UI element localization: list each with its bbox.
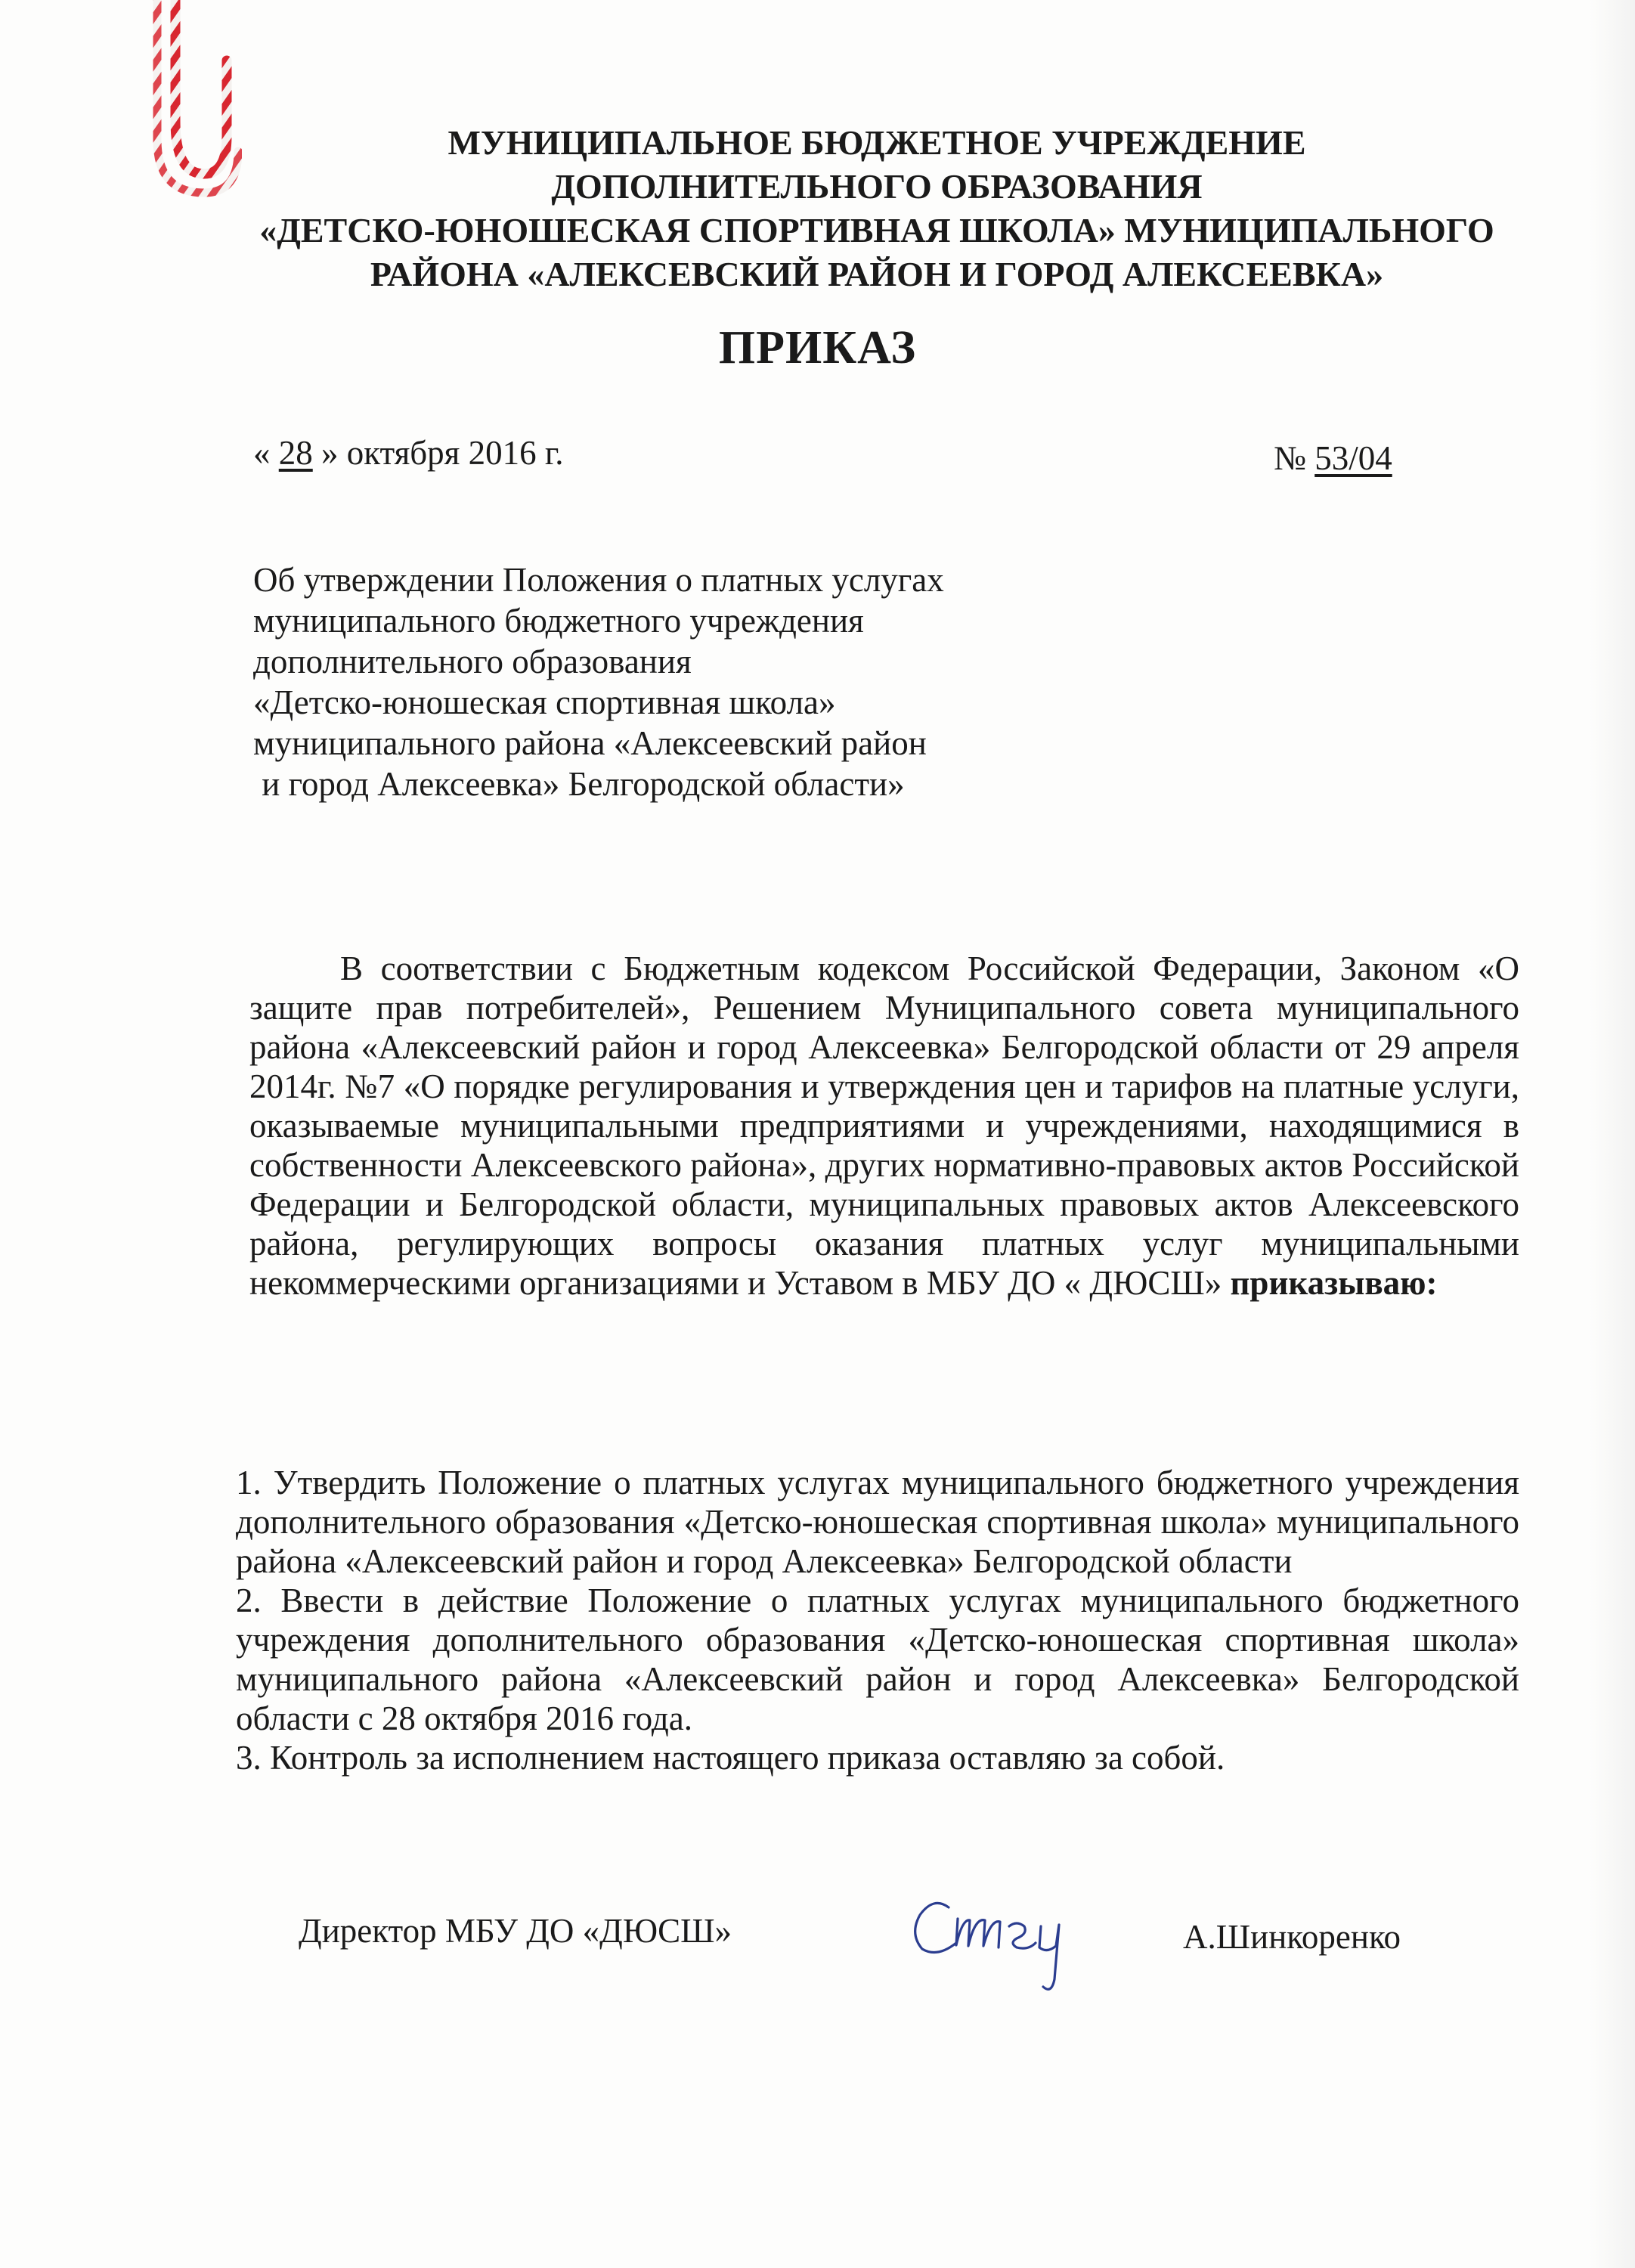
order-item-3: 3. Контроль за исполнением настоящего приказа оставляю за собой. <box>236 1739 1225 1777</box>
subject-line: Об утверждении Положения о платных услугах <box>253 561 944 599</box>
subject-line: и город Алексеевка» Белгородской области» <box>253 765 905 803</box>
date-day: 28 <box>278 434 313 472</box>
preamble-text: В соответствии с Бюджетным кодексом Российской Федерации, Законом «О защите прав потребителей», Решением Муниципального совета муниципального района «Алексеевский район и город Алексеевка» Белгородской области от 29 апреля 2014г. №7 «О порядке регулирования и утверждения цен и тарифов на платные услуги, оказываемые муниципальными предприятиями и учреждениями, находящимися в собственности Алексеевского района», других нормативно-правовых актов Российской Федерации и Белгородской области, муниципальных правовых актов Алексеевского района, регулирующих вопросы оказания платных услуг муниципальными некоммерческими организациями и Уставом в МБУ ДО « ДЮСШ» <box>249 950 1519 1302</box>
order-item-1: 1. Утвердить Положение о платных услугах муниципального бюджетного учреждения дополнительного образования «Детско-юношеская спортивная школа» муниципального района «Алексеевский район и город Алексеевка» Белгородской области <box>236 1464 1519 1580</box>
subject-line: муниципального района «Алексеевский район <box>253 724 927 762</box>
order-items <box>236 1463 1519 1777</box>
handwritten-signature <box>903 1873 1107 1994</box>
document-title: ПРИКАЗ <box>718 322 917 373</box>
paper-clip-icon <box>129 0 242 204</box>
header-line: РАЙОНА «АЛЕКСЕВСКИЙ РАЙОН И ГОРОД АЛЕКСЕЕВКА» <box>370 255 1384 293</box>
header-line: МУНИЦИПАЛЬНОЕ БЮДЖЕТНОЕ УЧРЕЖДЕНИЕ <box>447 123 1306 162</box>
order-subject <box>253 559 1160 804</box>
subject-line: «Детско-юношеская спортивная школа» <box>253 683 836 721</box>
subject-line: муниципального бюджетного учреждения <box>253 602 864 640</box>
number-value: 53/04 <box>1315 439 1392 477</box>
date-rest: » октября 2016 г. <box>312 434 564 472</box>
date-open: « <box>253 434 279 472</box>
subject-line: дополнительного образования <box>253 643 692 680</box>
number-prefix: № <box>1274 439 1315 477</box>
order-item-2: 2. Ввести в действие Положение о платных услугах муниципального бюджетного учреждения дополнительного образования «Детско-юношеская спортивная школа» муниципального района «Алексеевский район и город Алексеевка» Белгородской области с 28 октября 2016 года. <box>236 1582 1519 1737</box>
signer-name: А.Шинкоренко <box>1183 1918 1401 1956</box>
signer-position: Директор МБУ ДО «ДЮСШ» <box>299 1912 732 1950</box>
header-line: ДОПОЛНИТЕЛЬНОГО ОБРАЗОВАНИЯ <box>551 167 1203 206</box>
preamble-paragraph <box>249 949 1519 1303</box>
order-date <box>253 433 564 472</box>
preamble-order-word: приказываю: <box>1230 1264 1438 1302</box>
order-number <box>1274 438 1392 478</box>
organization-header <box>227 121 1527 296</box>
header-line: «ДЕТСКО-ЮНОШЕСКАЯ СПОРТИВНАЯ ШКОЛА» МУНИЦИПАЛЬНОГО <box>259 211 1494 249</box>
